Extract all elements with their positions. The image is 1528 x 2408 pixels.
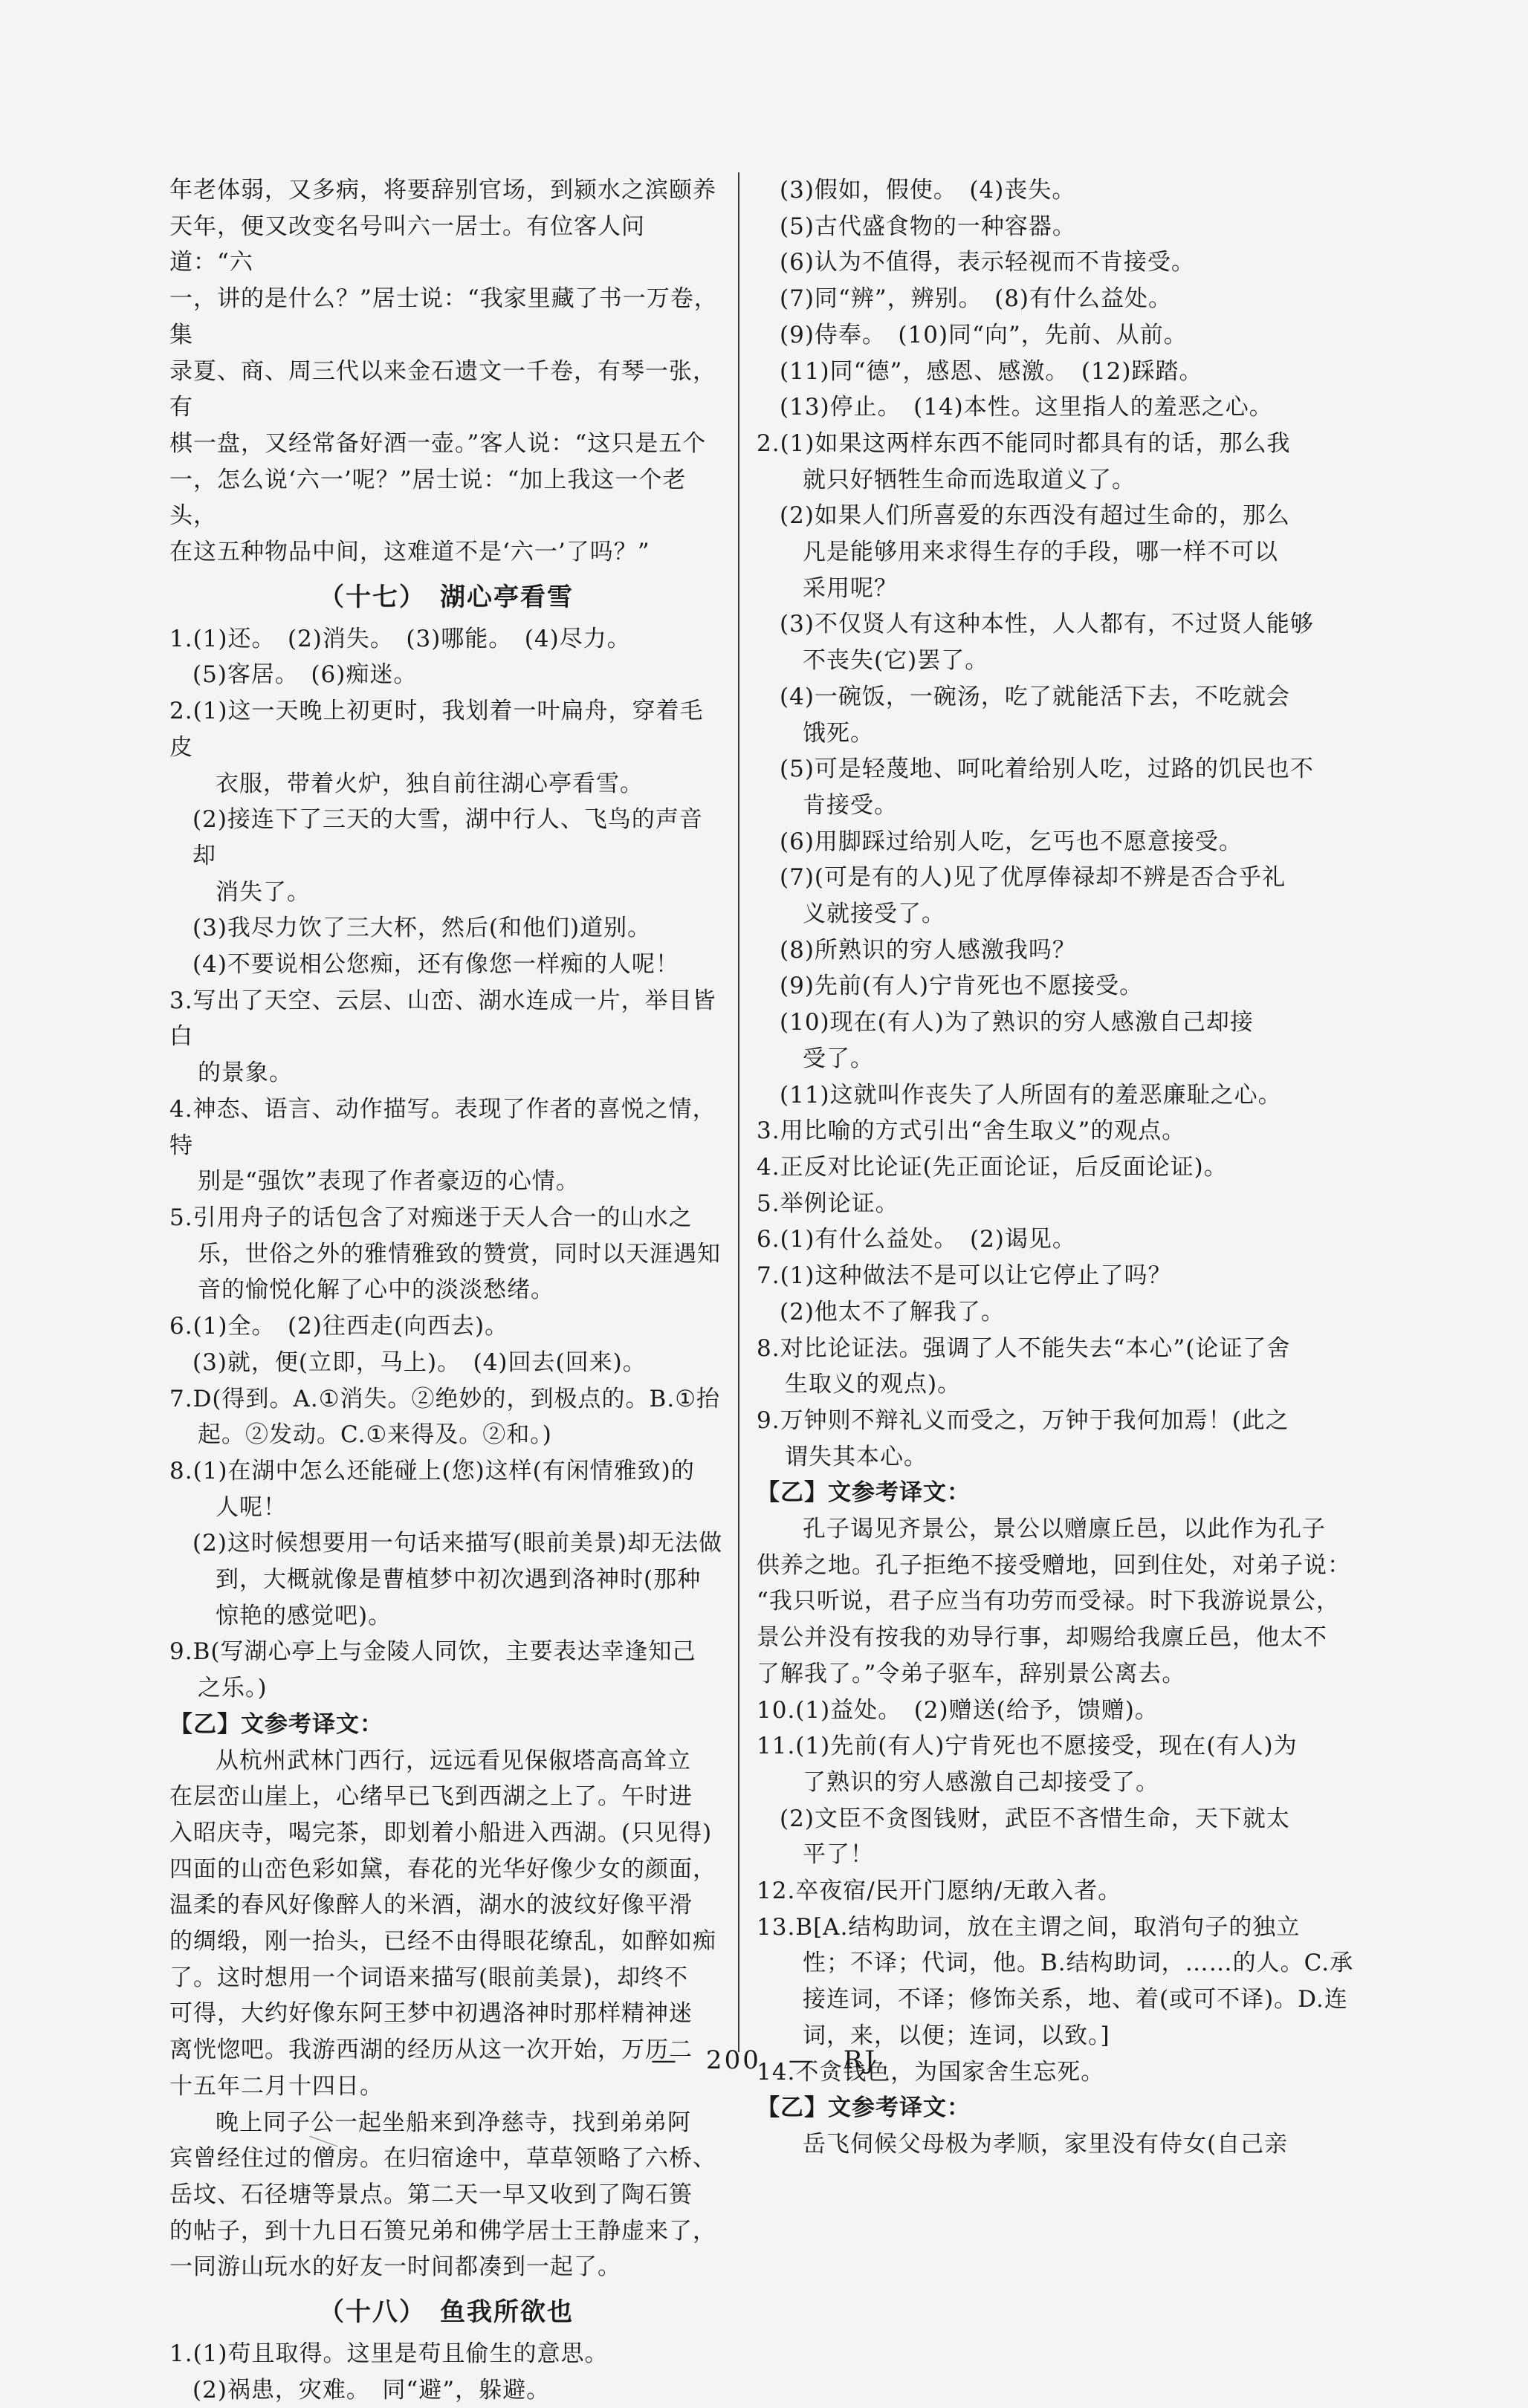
text-line: 供养之地。孔子拒绝不接受赠地，回到住处，对弟子说： bbox=[757, 1551, 1351, 1579]
text-line: 岳坟、石径塘等景点。第二天一早又收到了陶石篑 bbox=[169, 2181, 693, 2208]
text-line: 肯接受。 bbox=[803, 791, 898, 819]
text-line: 6.(1)全。 (2)往西走(向西去)。 bbox=[169, 1313, 509, 1340]
text-line: 人呢！ bbox=[216, 1493, 287, 1521]
text-line: (5)古代盛食物的一种容器。 bbox=[780, 212, 1076, 240]
text-line: (9)先前(有人)宁肯死也不愿接受。 bbox=[780, 973, 1144, 1000]
text-line: 惊艳的感觉吧)。 bbox=[216, 1602, 392, 1629]
text-line: 温柔的春风好像醉人的米酒，湖水的波纹好像平滑 bbox=[169, 1892, 693, 1919]
text-line: (6)用脚踩过给别人吃，乞丐也不愿意接受。 bbox=[780, 828, 1243, 855]
text-line: 9.万钟则不辩礼义而受之，万钟于我何加焉！(此之 bbox=[757, 1406, 1289, 1434]
text-line: 平了！ bbox=[803, 1841, 874, 1869]
text-line: 到，大概就像是曹植梦中初次遇到洛神时(那种 bbox=[216, 1566, 702, 1594]
text-line: 一，怎么说‘六一’呢？”居士说：“加上我这一个老头， bbox=[169, 466, 687, 530]
text-line: 性；不译；代词，他。B.结构助词，……的人。C.承 bbox=[803, 1950, 1354, 1977]
text-line: 采用呢？ bbox=[803, 574, 898, 602]
text-line: 5.举例论证。 bbox=[757, 1190, 899, 1217]
text-line: 在层峦山崖上，心绪早已飞到西湖之上了。午时进 bbox=[169, 1783, 693, 1811]
text-line: 孔子谒见齐景公，景公以赠廪丘邑，以此作为孔子 bbox=[803, 1516, 1326, 1543]
text-line: 了解我了。”令弟子驱车，辞别景公离去。 bbox=[757, 1660, 1186, 1687]
text-line: (3)假如，假使。 (4)丧失。 bbox=[780, 177, 1076, 204]
text-line: 了熟识的穷人感激自己却接受了。 bbox=[803, 1768, 1159, 1796]
text-line: (4)不要说相公您痴，还有像您一样痴的人呢！ bbox=[192, 951, 679, 979]
text-line: (3)就，便(立即，马上)。 (4)回去(回来)。 bbox=[192, 1349, 647, 1376]
text-line: 2.(1)这一天晚上初更时，我划着一叶扁舟，穿着毛皮 bbox=[169, 698, 704, 761]
text-line: (9)侍奉。 (10)同“向”，先前、从前。 bbox=[780, 321, 1188, 348]
text-line: 14.不贪钱色，为国家舍生忘死。 bbox=[757, 2058, 1105, 2086]
text-line: (11)这就叫作丧失了人所固有的羞恶廉耻之心。 bbox=[780, 1081, 1282, 1109]
translation-label: 【乙】文参考译文： bbox=[757, 1479, 971, 1507]
text-line: (6)认为不值得，表示轻视而不肯接受。 bbox=[780, 249, 1195, 276]
text-line: 12.卒夜宿/民开门愿纳/无敢入者。 bbox=[757, 1878, 1122, 1905]
text-line: 5.引用舟子的话包含了对痴迷于天人合一的山水之 bbox=[169, 1204, 693, 1231]
text-line: (13)停止。 (14)本性。这里指人的羞恶之心。 bbox=[780, 394, 1273, 421]
text-line: 4.神态、语言、动作描写。表现了作者的喜悦之情，特 bbox=[169, 1095, 716, 1159]
text-line: 不丧失(它)罢了。 bbox=[803, 647, 989, 675]
page-footer: — 200 — RJ bbox=[650, 2045, 878, 2075]
text-line: 13.B[A.结构助词，放在主谓之间，取消句子的独立 bbox=[757, 1913, 1301, 1941]
translation-label: 【乙】文参考译文： bbox=[757, 2094, 971, 2122]
text-line: 衣服，带着火炉，独自前往湖心亭看雪。 bbox=[216, 770, 644, 797]
text-line: 生取义的观点)。 bbox=[785, 1371, 962, 1398]
text-line: 7.D(得到。A.①消失。②绝妙的，到极点的。B.①抬 bbox=[169, 1385, 720, 1412]
text-line: 之乐。) bbox=[198, 1675, 268, 1702]
text-line: (2)如果人们所喜爱的东西没有超过生命的，那么 bbox=[780, 502, 1290, 530]
text-line: 可得，大约好像东阿王梦中初遇洛神时那样精神迷 bbox=[169, 2000, 693, 2028]
text-line: (5)可是轻蔑地、呵叱着给别人吃，过路的饥民也不 bbox=[780, 756, 1314, 783]
text-line: 2.(1)如果这两样东西不能同时都具有的话，那么我 bbox=[757, 429, 1291, 457]
text-line: 离恍惚吧。我游西湖的经历从这一次开始，万历二 bbox=[169, 2037, 693, 2064]
text-line: 6.(1)有什么益处。 (2)谒见。 bbox=[757, 1226, 1076, 1253]
text-line: 棋一盘，又经常备好酒一壶。”客人说：“这只是五个 bbox=[169, 429, 707, 457]
text-line: 饿死。 bbox=[803, 719, 874, 747]
text-line: 的帖子，到十九日石篑兄弟和佛学居士王静虚来了， bbox=[169, 2217, 716, 2245]
section-title: （十八） 鱼我所欲也 bbox=[319, 2297, 574, 2328]
text-line: 起。②发动。C.①来得及。②和。) bbox=[198, 1421, 552, 1449]
text-line: 凡是能够用来求得生存的手段，哪一样不可以 bbox=[803, 539, 1278, 566]
text-line: (7)(可是有的人)见了优厚俸禄却不辨是否合乎礼 bbox=[780, 864, 1286, 892]
text-line: 录夏、商、周三代以来金石遗文一千卷，有琴一张，有 bbox=[169, 357, 716, 421]
translation-label: 【乙】文参考译文： bbox=[169, 1710, 383, 1738]
text-line: 年老体弱，又多病，将要辞别官场，到颍水之滨颐养 bbox=[169, 177, 716, 204]
text-line: 就只好牺牲生命而选取道义了。 bbox=[803, 466, 1136, 493]
text-line: 受了。 bbox=[803, 1045, 874, 1072]
text-line: 11.(1)先前(有人)宁肯死也不愿接受，现在(有人)为 bbox=[757, 1733, 1298, 1760]
text-line: 了。这时想用一个词语来描写(眼前美景)，却终不 bbox=[169, 1964, 689, 1991]
text-line: 岳飞伺候父母极为孝顺，家里没有侍女(自己亲 bbox=[803, 2130, 1289, 2158]
text-line: 天年，便又改变名号叫六一居士。有位客人问道：“六 bbox=[169, 212, 645, 276]
text-line: (3)不仅贤人有这种本性，人人都有，不过贤人能够 bbox=[780, 611, 1314, 638]
text-line: 一，讲的是什么？”居士说：“我家里藏了书一万卷，集 bbox=[169, 285, 718, 348]
text-line: 消失了。 bbox=[216, 878, 311, 906]
text-line: 谓失其本心。 bbox=[785, 1443, 928, 1470]
text-line: 的绸缎，刚一抬头，已经不由得眼花缭乱，如醉如痴 bbox=[169, 1928, 716, 1956]
text-line: 义就接受了。 bbox=[803, 900, 945, 928]
text-line: (2)文臣不贪图钱财，武臣不吝惜生命，天下就太 bbox=[780, 1805, 1290, 1832]
text-line: 音的愉悦化解了心中的淡淡愁绪。 bbox=[198, 1276, 554, 1304]
text-line: 景公并没有按我的劝导行事，却赐给我廪丘邑，他太不 bbox=[757, 1624, 1327, 1652]
text-line: (4)一碗饭，一碗汤，吃了就能活下去，不吃就会 bbox=[780, 683, 1290, 710]
text-line: 在这五种物品中间，这难道不是‘六一’了吗？” bbox=[169, 539, 650, 566]
text-line: 四面的山峦色彩如黛，春花的光华好像少女的颜面， bbox=[169, 1855, 716, 1883]
text-line: 宾曾经住过的僧房。在归宿途中，草草领略了六桥、 bbox=[169, 2145, 716, 2172]
text-line: (3)我尽力饮了三大杯，然后(和他们)道别。 bbox=[192, 915, 652, 942]
text-line: 接连词，不译；修饰关系，地、着(或可不译)。D.连 bbox=[803, 1986, 1348, 2013]
text-line: 8.对比论证法。强调了人不能失去“本心”(论证了舍 bbox=[757, 1334, 1291, 1362]
text-line: 3.用比喻的方式引出“舍生取义”的观点。 bbox=[757, 1117, 1186, 1145]
text-line: 8.(1)在湖中怎么还能碰上(您)这样(有闲情雅致)的 bbox=[169, 1457, 695, 1484]
text-line: “我只听说，君子应当有功劳而受禄。时下我游说景公， bbox=[757, 1588, 1340, 1615]
text-line: (2)接连下了三天的大雪，湖中行人、飞鸟的声音却 bbox=[192, 806, 703, 869]
text-line: (8)所熟识的穷人感激我吗？ bbox=[780, 936, 1076, 964]
right-column bbox=[757, 172, 1373, 2163]
text-line: 1.(1)还。 (2)消失。 (3)哪能。 (4)尽力。 bbox=[169, 625, 631, 652]
section-title: （十七） 湖心亭看雪 bbox=[319, 582, 574, 612]
text-line: 4.正反对比论证(先正面论证，后反面论证)。 bbox=[757, 1153, 1228, 1181]
text-line: 别是“强饮”表现了作者豪迈的心情。 bbox=[198, 1168, 580, 1195]
text-line: (5)客居。 (6)痴迷。 bbox=[192, 661, 418, 689]
text-line: (2)这时候想要用一句话来描写(眼前美景)却无法做 bbox=[192, 1530, 723, 1557]
text-line: 从杭州武林门西行，远远看见保俶塔高高耸立 bbox=[216, 1747, 691, 1774]
text-line: 晚上同子公一起坐船来到净慈寺，找到弟弟阿 bbox=[216, 2109, 691, 2136]
column-divider bbox=[738, 172, 739, 2052]
text-line: (10)现在(有人)为了熟识的穷人感激自己却接 bbox=[780, 1009, 1254, 1036]
text-line: 的景象。 bbox=[198, 1059, 293, 1087]
text-line: (7)同“辨”，辨别。 (8)有什么益处。 bbox=[780, 285, 1173, 313]
text-line: 十五年二月十四日。 bbox=[169, 2072, 383, 2100]
text-line: 乐，世俗之外的雅情雅致的赞赏，同时以天涯遇知 bbox=[198, 1240, 721, 1268]
text-line: 7.(1)这种做法不是可以让它停止了吗？ bbox=[757, 1262, 1172, 1290]
text-line: 9.B(写湖心亭上与金陵人同饮，主要表达幸逢知己 bbox=[169, 1638, 696, 1666]
text-line: (2)他太不了解我了。 bbox=[780, 1298, 1005, 1325]
text-line: 3.写出了天空、云层、山峦、湖水连成一片，举目皆白 bbox=[169, 987, 716, 1051]
text-line: 入昭庆寺，喝完茶，即划着小船进入西湖。(只见得) bbox=[169, 1819, 713, 1846]
text-line: (11)同“德”，感恩、感激。 (12)踩踏。 bbox=[780, 357, 1203, 385]
text-line: 词，来，以便；连词，以致。] bbox=[803, 2022, 1110, 2049]
text-line: 一同游山玩水的好友一时间都凑到一起了。 bbox=[169, 2253, 621, 2281]
text-line: 10.(1)益处。 (2)赠送(给予，馈赠)。 bbox=[757, 1696, 1159, 1724]
text-line: (2)祸患，灾难。 同“避”，躲避。 bbox=[192, 2376, 551, 2404]
text-line: 1.(1)苟且取得。这里是苟且偷生的意思。 bbox=[169, 2340, 609, 2368]
